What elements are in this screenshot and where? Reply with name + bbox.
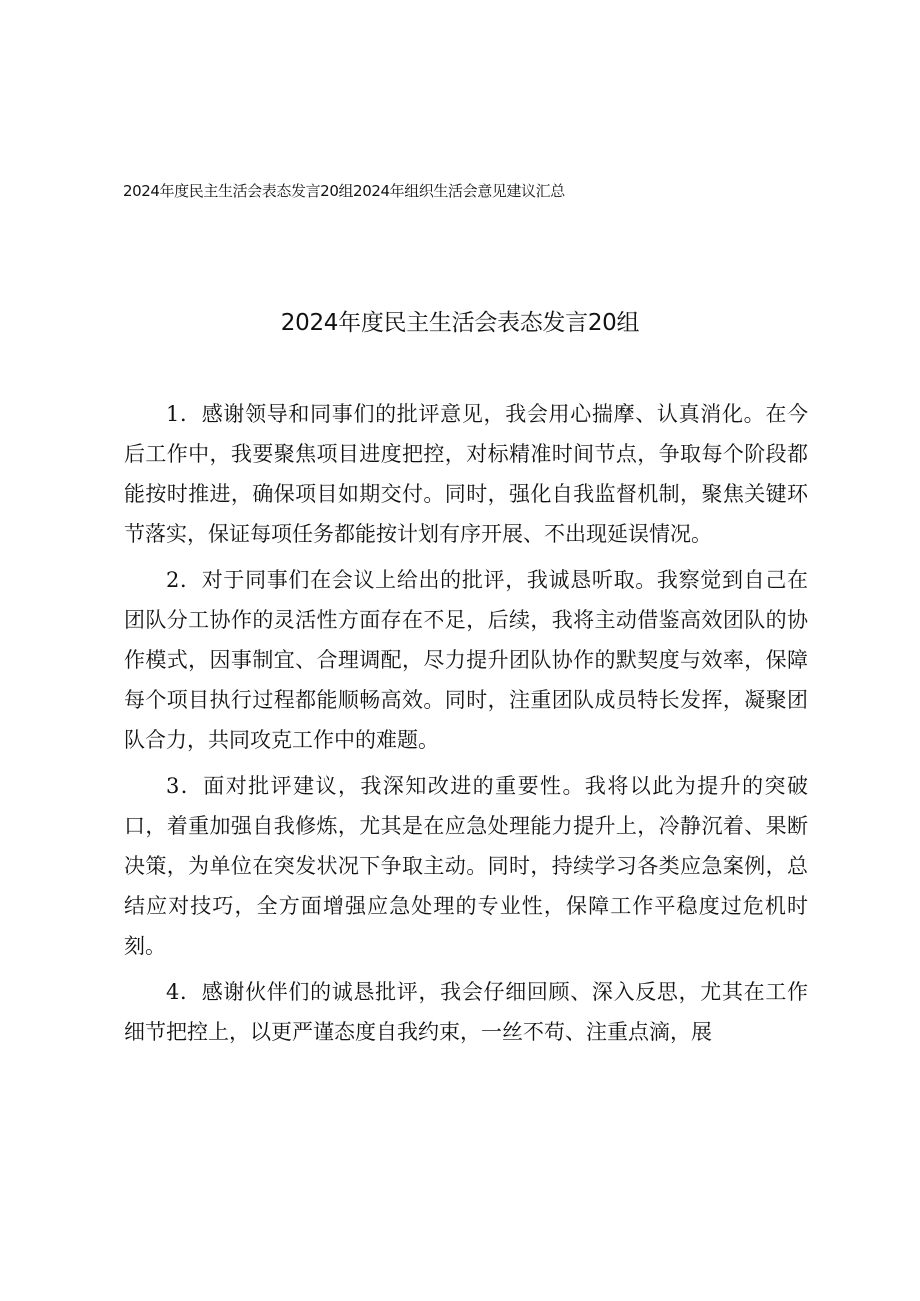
paragraph-2: 2．对于同事们在会议上给出的批评，我诚恳听取。我察觉到自己在团队分工协作的灵活性方面存在不足，后续，我将主动借鉴高效团队的协作模式，因事制宜、合理调配，尽力提升团队协作的默契度与效率，保障每个项目执行过程都能顺畅高效。同时，注重团队成员特长发挥，凝聚团队合力，共同攻克工作中的难题。 [124, 568, 808, 752]
document-title: 2024年度民主生活会表态发言20组 [280, 310, 640, 336]
paragraph-4: 4．感谢伙伴们的诚恳批评，我会仔细回顾、深入反思，尤其在工作细节把控上，以更严谨态度自我约束，一丝不苟、注重点滴，展 [124, 980, 808, 1044]
paragraph-1: 1．感谢领导和同事们的批评意见，我会用心揣摩、认真消化。在今后工作中，我要聚焦项目进度把控，对标精准时间节点，争取每个阶段都能按时推进，确保项目如期交付。同时，强化自我监督机制，聚焦关键环节落实，保证每项任务都能按计划有序开展、不出现延误情况。 [124, 402, 808, 546]
document-body [124, 394, 808, 1058]
paragraph-3: 3．面对批评建议，我深知改进的重要性。我将以此为提升的突破口，着重加强自我修炼，尤其是在应急处理能力提升上，冷静沉着、果断决策，为单位在突发状况下争取主动。同时，持续学习各类应急案例，总结应对技巧，全方面增强应急处理的专业性，保障工作平稳度过危机时刻。 [124, 774, 808, 958]
document-header-line: 2024年度民主生活会表态发言20组2024年组织生活会意见建议汇总 [123, 182, 565, 200]
